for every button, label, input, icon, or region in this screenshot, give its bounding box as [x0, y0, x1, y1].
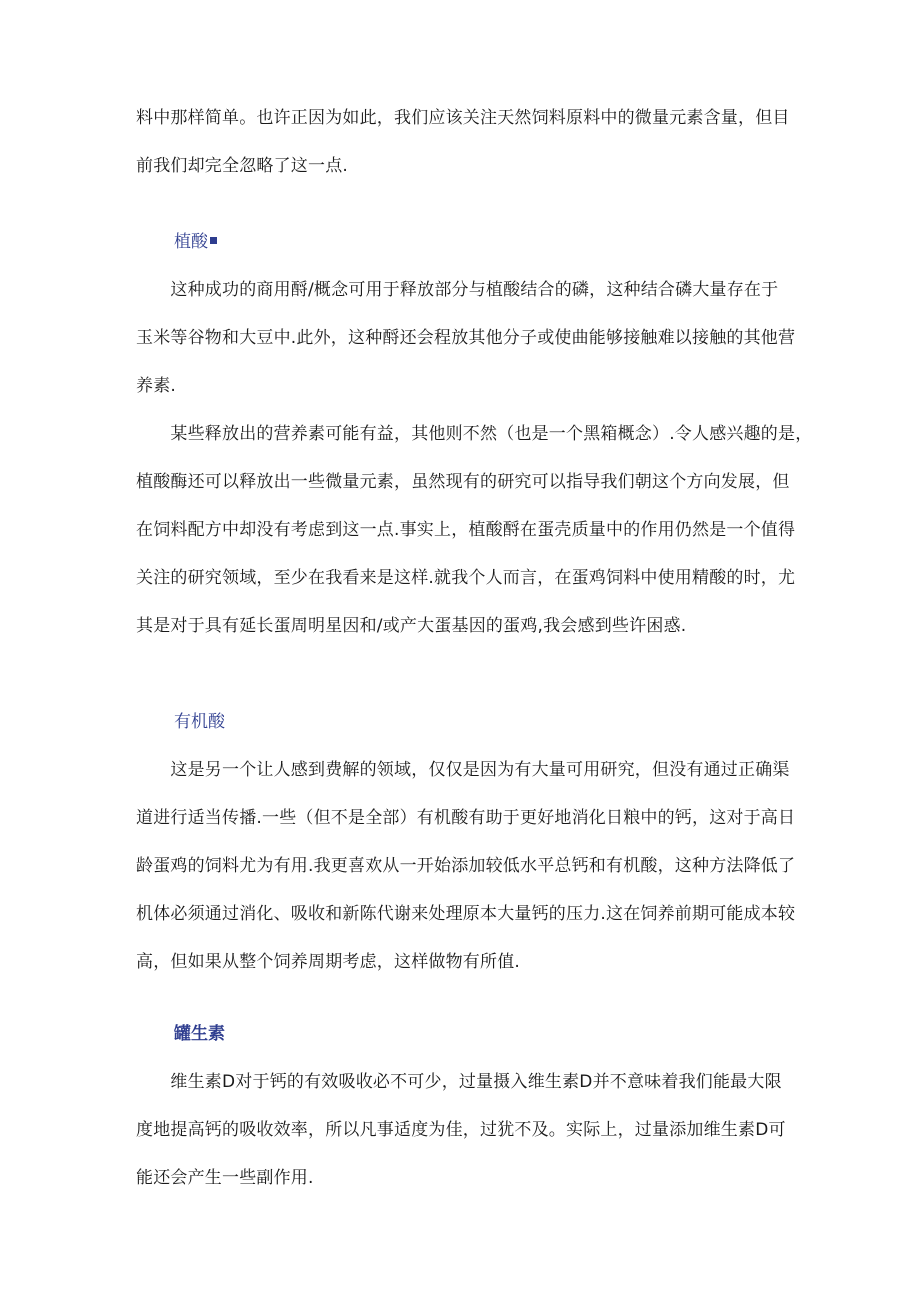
phytic-paragraph-2: [136, 410, 813, 650]
text-line: 关注的研究领域，至少在我看来是这样.就我个人而言，在蛋鸡饲料中使用精酸的时，尤: [136, 568, 796, 588]
text-line: 料中那样简单。也许正因为如此，我们应该关注天然饲料原料中的微量元素含量，但目: [136, 108, 790, 128]
text-line: 某些释放出的营养素可能有益，其他则不然（也是一个黑箱概念）.令人感兴趣的是，: [136, 424, 813, 444]
section-heading-text: 有机酸: [174, 712, 225, 732]
intro-paragraph: [136, 94, 790, 190]
section-heading-text: 植酸: [174, 232, 208, 252]
organic-acid-paragraph: [136, 746, 796, 986]
text-line: 植酸酶还可以释放出一些微量元素，虽然现有的研究可以指导我们朝这个方向发展，但: [136, 472, 790, 492]
text-line: 龄蛋鸡的饲料尤为有用.我更喜欢从一开始添加较低水平总钙和有机酸，这种方法降低了: [136, 856, 796, 876]
square-bullet-icon: [210, 237, 217, 244]
text-line: 前我们却完全忽略了这一点.: [136, 156, 349, 176]
text-line: 在饲料配方中却没有考虑到这一点.事实上，植酸酹在蛋壳质量中的作用仍然是一个值得: [136, 520, 796, 540]
text-line: 玉米等谷物和大豆中.此外，这种酹还会程放其他分子或使曲能够接触难以接触的其他营: [136, 328, 796, 348]
vitamin-paragraph: [136, 1058, 786, 1202]
section-heading-vitamin: [174, 1022, 225, 1046]
text-line: 这是另一个让人感到费解的领域，仅仅是因为有大量可用研究，但没有通过正确渠: [136, 760, 790, 780]
text-line: 这种成功的商用酹/概念可用于释放部分与植酸结合的磷，这种结合磷大量存在于: [136, 280, 779, 300]
text-line: 维生素D对于钙的有效吸收必不可少，过量摄入维生素D并不意味着我们能最大限: [136, 1072, 782, 1092]
section-heading-text: 罐生素: [174, 1024, 225, 1044]
text-line: 养素.: [136, 376, 177, 396]
text-line: 高，但如果从整个饲养周期考虑，这样做物有所值.: [136, 952, 521, 972]
text-line: 机体必须通过消化、吸收和新陈代谢来处理原本大量钙的压力.这在饲养前期可能成本较: [136, 904, 796, 924]
section-heading-organic-acid: [174, 710, 225, 734]
section-heading-phytic: [174, 230, 217, 254]
text-line: 能还会产生一些副作用.: [136, 1168, 314, 1188]
text-line: 度地提高钙的吸收效率，所以凡事适度为佳，过犹不及。实际上，过量添加维生素D可: [136, 1120, 786, 1140]
phytic-paragraph-1: [136, 266, 796, 410]
text-line: 道进行适当传播.一些（但不是全部）有机酸有助于更好地消化日粮中的钙，这对于高日: [136, 808, 796, 828]
text-line: 其是对于具有延长蛋周明星因和/或产大蛋基因的蛋鸡,我会感到些许困惑.: [136, 616, 687, 636]
